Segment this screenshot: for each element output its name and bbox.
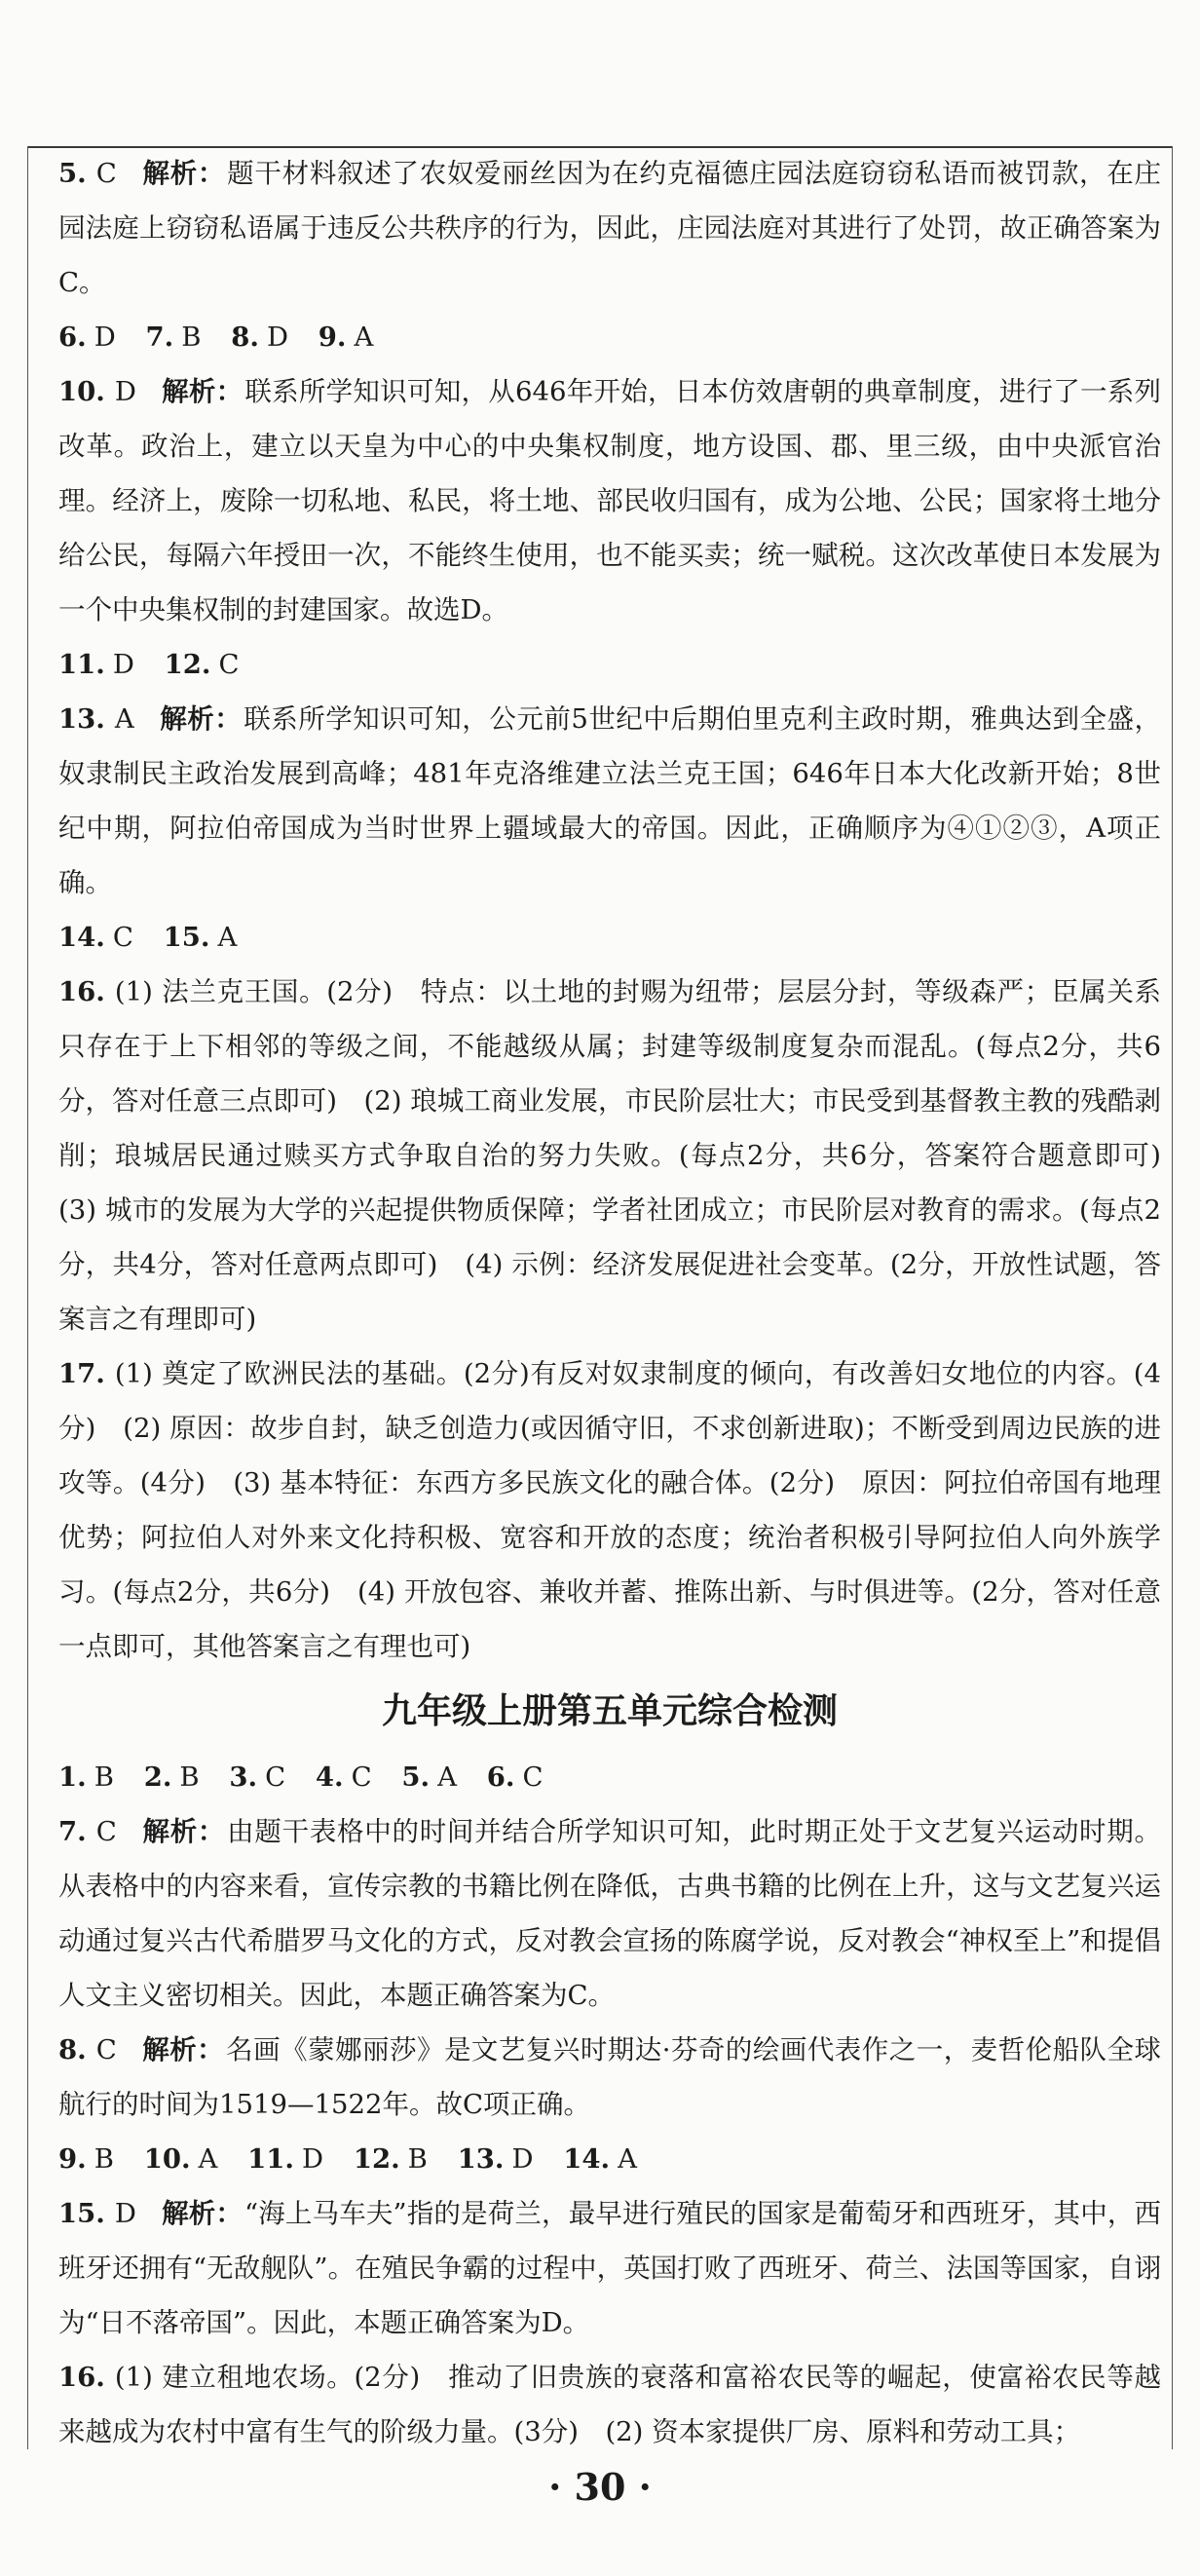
answer-row-11-12 xyxy=(58,637,1161,692)
analysis-label: 解析： xyxy=(159,703,243,735)
answer-pair: 4. C xyxy=(315,1762,372,1793)
answer-pair: 14. C xyxy=(58,922,133,953)
answer-pair: 6. D xyxy=(58,322,116,353)
answer-q13: 13. A 解析：联系所学知识可知，公元前5世纪中后期伯里克利主政时期，雅典达到全盛，奴隶制民主政治发展到高峰；481年克洛维建立法兰克王国；646年日本大化改新开始；8世纪中期，阿拉伯帝国成为当时世界上疆域最大的帝国。因此，正确顺序为④①②③，A项正确。 xyxy=(58,703,1161,898)
right-margin-line xyxy=(1172,146,1173,2449)
answer-row-14-15 xyxy=(58,910,1161,965)
answer-s2-q16: 16. (1) 建立租地农场。(2分) 推动了旧贵族的衰落和富裕农民等的崛起，使富裕农民等越来越成为农村中富有生气的阶级力量。(3分) (2) 资本家提供厂房、原料和劳动工具； xyxy=(58,2362,1161,2447)
answer-q16: 16. (1) 法兰克王国。(2分) 特点：以土地的封赐为纽带；层层分封，等级森严；臣属关系只存在于上下相邻的等级之间，不能越级从属；封建等级制度复杂而混乱。(每点2分，共6分，答对任意三点即可) (2) 琅城工商业发展，市民阶层壮大；市民受到基督教主教的残酷剥削；琅城居民通过赎买方式争取自治的努力失败。(每点2分，共6分，答案符合题意即可) (3) 城市的发展为大学的兴起提供物质保障；学者社团成立；市民阶层对教育的需求。(每点2分，共4分，答对任意两点即可) (4) 示例：经济发展促进社会变革。(2分，开放性试题，答案言之有理即可) xyxy=(58,976,1188,1335)
answer-pair: 1. B xyxy=(58,1762,114,1793)
answer-s2-q15: 15. D 解析：“海上马车夫”指的是荷兰，最早进行殖民的国家是葡萄牙和西班牙，其中，西班牙还拥有“无敌舰队”。在殖民争霸的过程中，英国打败了西班牙、荷兰、法国等国家，自诩为“日不落帝国”。因此，本题正确答案为D。 xyxy=(58,2198,1162,2338)
page-number: · 30 · xyxy=(548,2465,652,2509)
answer-pair: 9. B xyxy=(58,2143,114,2175)
answer-row-9-14 xyxy=(58,2132,1161,2186)
answer-pair: 5. A xyxy=(401,1762,457,1793)
answer-pair: 11. D xyxy=(58,649,134,680)
answer-pair: 10. A xyxy=(143,2143,218,2175)
answer-pair: 11. D xyxy=(247,2143,324,2175)
answer-s2-q8: 8. C 解析：名画《蒙娜丽莎》是文艺复兴时期达·芬奇的绘画代表作之一，麦哲伦船队全球航行的时间为1519—1522年。故C项正确。 xyxy=(58,2034,1162,2120)
analysis-label: 解析： xyxy=(161,376,244,407)
answer-content xyxy=(58,146,1188,2459)
answer-pair: 14. A xyxy=(563,2143,637,2175)
answer-pair: 12. B xyxy=(353,2143,428,2175)
analysis-label: 解析： xyxy=(141,158,226,189)
answer-pair: 13. D xyxy=(457,2143,534,2175)
answer-pair: 3. C xyxy=(229,1762,286,1793)
analysis-label: 解析： xyxy=(141,1816,226,1847)
answer-q17: 17. (1) 奠定了欧洲民法的基础。(2分)有反对奴隶制度的倾向，有改善妇女地位的内容。(4分) (2) 原因：故步自封，缺乏创造力(或因循守旧，不求创新进取)；不断受到周边民族的进攻等。(4分) (3) 基本特征：东西方多民族文化的融合体。(2分) 原因：阿拉伯帝国有地理优势；阿拉伯人对外来文化持积极、宽容和开放的态度；统治者积极引导阿拉伯人向外族学习。(每点2分，共6分) (4) 开放包容、兼收并蓄、推陈出新、与时俱进等。(2分，答对任意一点即可，其他答案言之有理也可) xyxy=(58,1358,1161,1662)
analysis-label: 解析： xyxy=(161,2198,244,2229)
analysis-label: 解析： xyxy=(141,2034,225,2065)
answer-q5: 5. C 解析：题干材料叙述了农奴爱丽丝因为在约克福德庄园法庭窃窃私语而被罚款，在庄园法庭上窃窃私语属于违反公共秩序的行为，因此，庄园法庭对其进行了处罚，故正确答案为C。 xyxy=(58,158,1161,298)
answer-pair: 9. A xyxy=(318,322,374,353)
left-margin-line xyxy=(27,146,28,2449)
answer-pair: 6. C xyxy=(486,1762,544,1793)
answer-row-6-9 xyxy=(58,310,1161,364)
answer-pair: 2. B xyxy=(143,1762,200,1793)
answer-s2-q7: 7. C 解析：由题干表格中的时间并结合所学知识可知，此时期正处于文艺复兴运动时期。从表格中的内容来看，宣传宗教的书籍比例在降低，古典书籍的比例在上升，这与文艺复兴运动通过复兴古代希腊罗马文化的方式，反对教会宣扬的陈腐学说，反对教会“神权至上”和提倡人文主义密切相关。因此，本题正确答案为C。 xyxy=(58,1816,1161,2011)
answer-pair: 15. A xyxy=(163,922,238,953)
answer-pair: 12. C xyxy=(164,649,240,680)
answer-pair: 7. B xyxy=(145,322,202,353)
answer-q10: 10. D 解析：联系所学知识可知，从646年开始，日本仿效唐朝的典章制度，进行了一系列改革。政治上，建立以天皇为中心的中央集权制度，地方设国、郡、里三级，由中央派官治理。经济上，废除一切私地、私民，将土地、部民收归国有，成为公地、公民；国家将土地分给公民，每隔六年授田一次，不能终生使用，也不能买卖；统一赋税。这次改革使日本发展为一个中央集权制的封建国家。故选D。 xyxy=(58,376,1161,625)
section-title: 九年级上册第五单元综合检测 xyxy=(381,1691,838,1731)
answer-row-1-6 xyxy=(58,1750,1161,1804)
answer-pair: 8. D xyxy=(231,322,288,353)
